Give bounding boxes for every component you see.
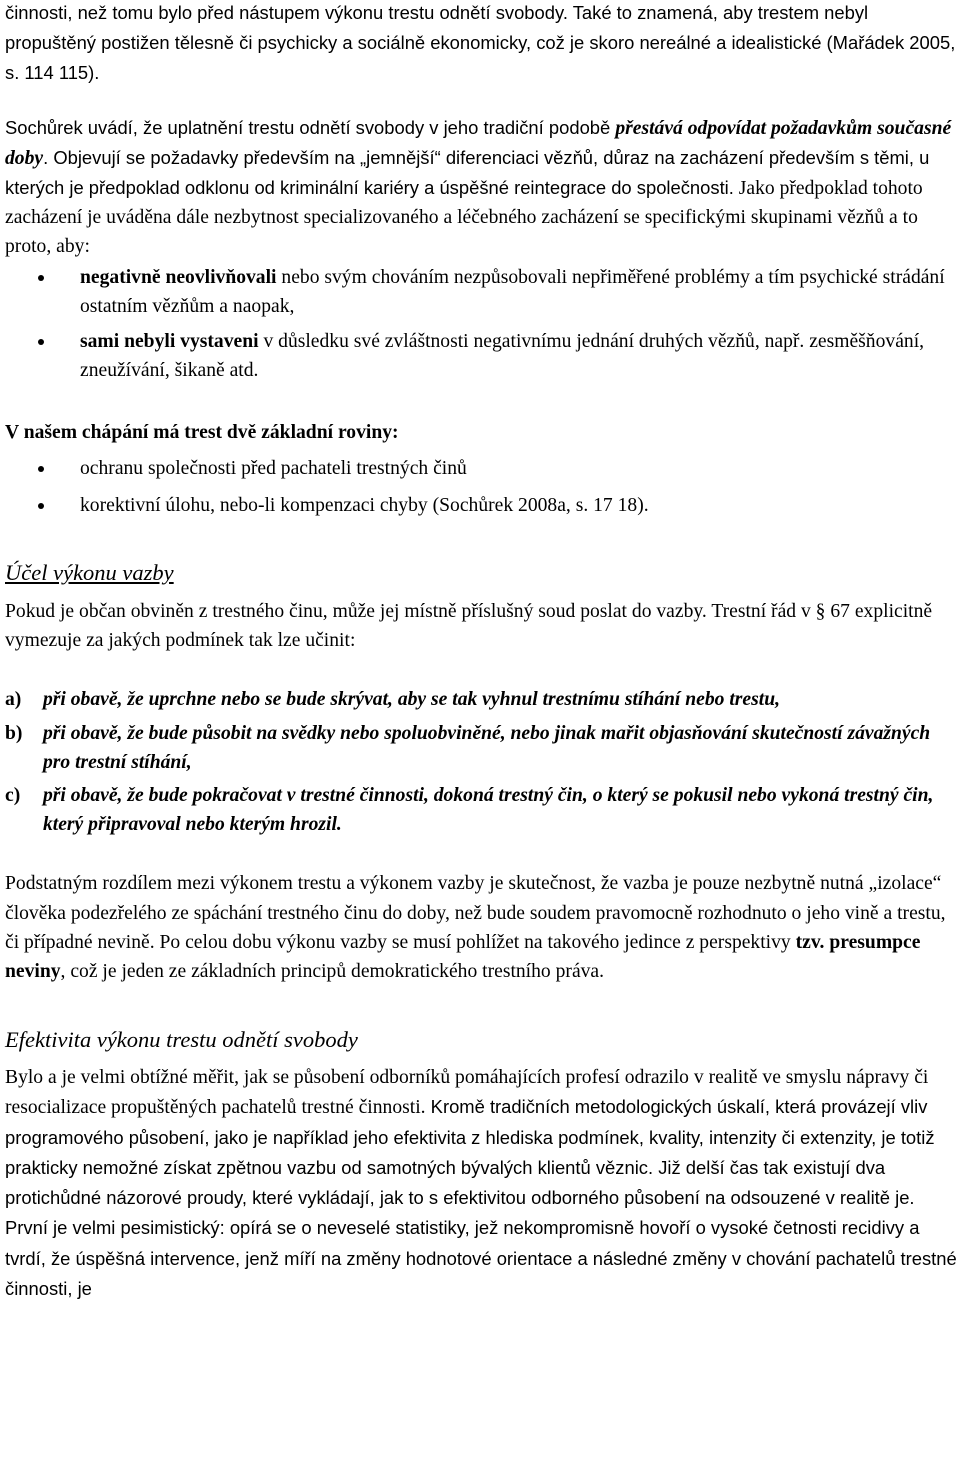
list-marker: c) — [5, 785, 21, 807]
text-run: . Objevují se požadavky především na „jemnější“ diferenciaci vězňů, důraz na zacházení především s těmi, u kterých je předpoklad odklonu od kriminální kariéry a úspěšné reintegrace do společnosti. — [5, 146, 930, 199]
paragraph-efektivita — [5, 1063, 957, 1304]
bold-text: tzv. presumpce neviny — [5, 931, 921, 983]
heading-roviny: V našem chápání má trest dvě základní roviny: — [5, 422, 399, 444]
list-item — [5, 491, 957, 520]
text-run: Sochůrek uvádí, že uplatnění trestu odnětí svobody v jeho tradiční podobě — [5, 116, 616, 138]
section-heading-ucel: Účel výkonu vazby — [5, 560, 174, 586]
bullet-list-roviny — [5, 454, 957, 520]
text-run: První je velmi pesimistický: opírá se o neveselé statistiky, jež nekompromisně hovoří o vysoké četnosti recidivy a tvrdí, že úspěšná intervence, jenž míří na změny hodnotové orientace a následné změny v chování pachatelů trestné činnosti, je — [5, 1217, 957, 1299]
paragraph-ucel: Pokud je občan obviněn z trestného činu, může jej místně příslušný soud poslat do vazby. Trestní řád v § 67 explicitně vymezuje za jakých podmínek tak lze učinit: — [5, 601, 933, 652]
emphasis-text: přestává odpovídat požadavkům současné doby — [5, 117, 952, 169]
bold-text: sami nebyli vystaveni — [80, 331, 259, 353]
conditions-list — [5, 685, 957, 839]
paragraph-vazba — [5, 869, 957, 986]
text-run: Bylo a je velmi obtížné měřit, jak se působení odborníků pomáhajících profesí odrazilo v realitě ve smyslu nápravy či resocializace propuštěných pachatelů trestné činnosti. — [5, 1067, 929, 1119]
bullet-icon — [38, 503, 44, 509]
bullet-icon — [38, 339, 44, 345]
paragraph-intro — [5, 0, 957, 89]
list-item — [5, 327, 957, 385]
text-run: Jako předpoklad tohoto zacházení je uváděna dále nezbytnost specializovaného a léčebného zacházení se specifickými skupinami vězňů a to proto, aby: — [5, 178, 923, 258]
list-item — [5, 454, 957, 483]
bold-text: negativně neovlivňovali — [80, 266, 277, 288]
bullet-icon — [38, 466, 44, 472]
paragraph-sochurek — [5, 113, 957, 262]
text-run: v důsledku své zvláštnosti negativnímu jednání druhých vězňů, např. zesměšňování, zneužívání, šikaně atd. — [80, 331, 925, 382]
section-heading-efektivita: Efektivita výkonu trestu odnětí svobody — [5, 1027, 358, 1053]
text-run: nebo svým chováním nezpůsobovali nepřiměřené problémy a tím psychické strádání ostatním vězňům a naopak, — [80, 266, 945, 317]
paragraph-intro-text: činnosti, než tomu bylo před nástupem výkonu trestu odnětí svobody. Také to znamená, aby trestem nebyl propuštěný postižen tělesně či psychicky a sociálně ekonomicky, což je skoro nereálné a idealistické (Mařádek 2005, s. 114 115). — [5, 2, 956, 84]
text-run: ochranu společnosti před pachateli trestných činů — [80, 457, 467, 479]
list-item — [5, 263, 957, 321]
text-run: Již delší čas tak existují dva protichůdné názorové proudy, které vykládají, jak to s efektivitou odborného působení na odsouzené v realitě je. — [5, 1156, 915, 1209]
bullet-list-aby — [5, 263, 957, 386]
text-run: Kromě tradičních metodologických úskalí, která provázejí vliv programového působení, jako je například jeho efektivita z hlediska podmínek, kvality, intenzity či extenzity, je totiž prakticky nemožné získat zpětnou vazbu od samotných bývalých klientů věznic. — [5, 1096, 935, 1178]
text-run: Podstatným rozdílem mezi výkonem trestu a výkonem vazby je skutečnost, že vazba je pouze nezbytně nutná „izolace“ člověka podezřelého ze spáchání trestného činu do doby, než bude soudem pravomocně rozhodnuto o jeho vině a trestu, či případné nevině. Po celou dobu výkonu vazby se musí pohlížet na takového jedince z perspektivy — [5, 873, 946, 953]
list-item — [5, 781, 957, 839]
text-run: při obavě, že bude pokračovat v trestné činnosti, dokoná trestný čin, o který se pokusil nebo vykoná trestný čin, který připravoval nebo kterým hrozil. — [43, 785, 934, 836]
bullet-icon — [38, 275, 44, 281]
list-marker: a) — [5, 689, 22, 711]
text-run: , což je jeden ze základních principů demokratického trestního práva. — [60, 961, 605, 983]
list-item — [5, 719, 957, 777]
text-run: korektivní úlohu, nebo-li kompenzaci chyby (Sochůrek 2008a, s. 17 18). — [80, 494, 649, 516]
text-run: při obavě, že uprchne nebo se bude skrývat, aby se tak vyhnul trestnímu stíhání nebo trestu, — [43, 689, 780, 711]
text-run: při obavě, že bude působit na svědky nebo spoluobviněné, nebo jinak mařit objasňování skutečností závažných pro trestní stíhání, — [43, 722, 931, 773]
list-marker: b) — [5, 722, 23, 744]
list-item — [5, 685, 957, 714]
